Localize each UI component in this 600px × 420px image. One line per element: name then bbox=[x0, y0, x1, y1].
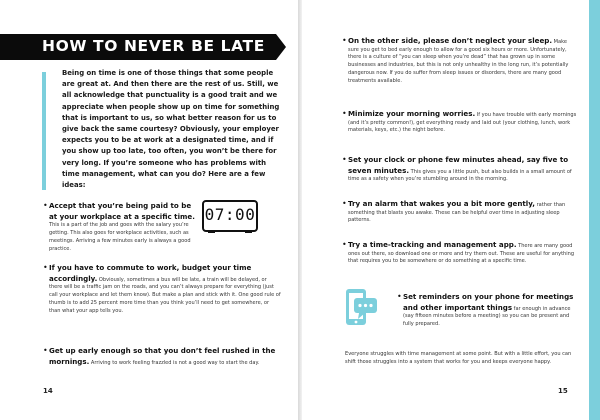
alarm-clock-feet bbox=[206, 230, 254, 233]
bullet: • bbox=[397, 292, 402, 301]
item-body: There are many good ones out there, so download one or more and try them out. These are useful for anything that requires you to be somewhere or do something at a specific time. bbox=[348, 243, 575, 265]
list-item bbox=[342, 240, 578, 266]
item-body: Obviously, sometimes a bus will be late, a train will be delayed, or there will be a traffic jam on the roads, and you can’t always prepare for everything (just call your workplace and let them know). But make a plan and stick with it. One good rule of thumb is to add 25 percent more time than you think you’ll need to get somewhere, or than what your app tells you. bbox=[49, 276, 281, 314]
left-page bbox=[0, 0, 298, 420]
item-body: Make sure you get to bed early enough to allow for a good six hours or more. Unfortunately, there is a culture of “you can sleep when you’re dead” that has grown up in some businesses and industries, but this is not only unhealthy in the long run, it’s potentially dangerous now. If you do suffer from sleep issues or disorders, there are many good treatments available. bbox=[348, 39, 569, 84]
list-item bbox=[43, 201, 199, 253]
accent-strip bbox=[589, 0, 600, 420]
item-heading: Accept that you’re being paid to be at your workplace at a specific time. bbox=[49, 201, 195, 221]
intro-accent-bar bbox=[42, 72, 46, 190]
item-body: This gives you a little push, but also builds in a small amount of time as a safety when you’re stumbling around in the morning. bbox=[348, 168, 572, 183]
list-item bbox=[43, 346, 281, 367]
item-body: rather than something that blasts you awake. These can be helpful over time in adjusting sleep patterns. bbox=[348, 202, 566, 224]
bullet: • bbox=[342, 240, 347, 249]
title-banner bbox=[0, 34, 276, 60]
item-body: If you have trouble with early mornings (and it’s pretty common!), get everything ready and laid out (your clothing, lunch, work materials, keys, etc.) the night before. bbox=[348, 112, 577, 134]
list-item bbox=[342, 36, 578, 85]
item-heading: Get up early enough so that you don’t feel rushed in the mornings. bbox=[49, 346, 276, 366]
page-number: 14 bbox=[43, 387, 53, 395]
list-item bbox=[342, 199, 578, 225]
bullet: • bbox=[43, 346, 48, 355]
item-heading: Minimize your morning worries. bbox=[348, 109, 476, 118]
list-item bbox=[342, 155, 578, 184]
closing-paragraph: Everyone struggles with time management at some point. But with a little effort, you can shift those struggles into a system that works for you and keeps everyone happy. bbox=[345, 351, 572, 365]
item-heading: Set reminders on your phone for meetings and other important things bbox=[403, 292, 574, 312]
right-page bbox=[302, 0, 600, 420]
list-item bbox=[397, 292, 578, 329]
clock-display: 07:00 bbox=[204, 205, 256, 224]
phone-chat-icon bbox=[345, 288, 379, 332]
item-heading: Set your clock or phone few minutes ahead, say five to seven minutes. bbox=[348, 155, 569, 175]
item-heading: On the other side, please don’t neglect your sleep. bbox=[348, 36, 553, 45]
bullet: • bbox=[342, 36, 347, 45]
intro-paragraph: Being on time is one of those things that some people are great at. And then there are the rest of us. Still, we all acknowledge that punctuality is a good trait and we appreciate when people show up on time for something that is important to us, so what better reason for us to give back the same courtesy? Obviously, your employer expects you to be at work at a designated time, and if you show up too late, too often, you won’t be there for very long. If you’re someone who has problems with time management, what can you do? Here are a few ideas: bbox=[62, 69, 280, 190]
bullet: • bbox=[342, 199, 347, 208]
page-title: HOW TO NEVER BE LATE bbox=[42, 37, 265, 55]
list-item bbox=[342, 109, 578, 135]
item-heading: If you have to commute to work, budget your time accordingly. bbox=[49, 263, 252, 283]
item-body: far enough in advance (say fifteen minutes before a meeting) so you can be present and fully prepared. bbox=[403, 305, 571, 328]
item-heading: Try a time-tracking and management app. bbox=[348, 240, 517, 249]
bullet: • bbox=[43, 263, 48, 272]
page-number: 15 bbox=[558, 387, 568, 395]
bullet: • bbox=[43, 201, 48, 210]
list-item bbox=[43, 263, 281, 315]
item-body: Arriving to work feeling frazzled is not a good way to start the day. bbox=[89, 359, 260, 366]
item-heading: Try an alarm that wakes you a bit more gently, bbox=[348, 199, 535, 208]
bullet: • bbox=[342, 109, 347, 118]
alarm-clock-icon bbox=[202, 200, 258, 232]
bullet: • bbox=[342, 155, 347, 164]
item-body: This is a part of the job and goes with the salary you’re getting. This also goes for workplace activities, such as meetings. Arriving a few minutes early is always a good practice. bbox=[49, 222, 191, 252]
